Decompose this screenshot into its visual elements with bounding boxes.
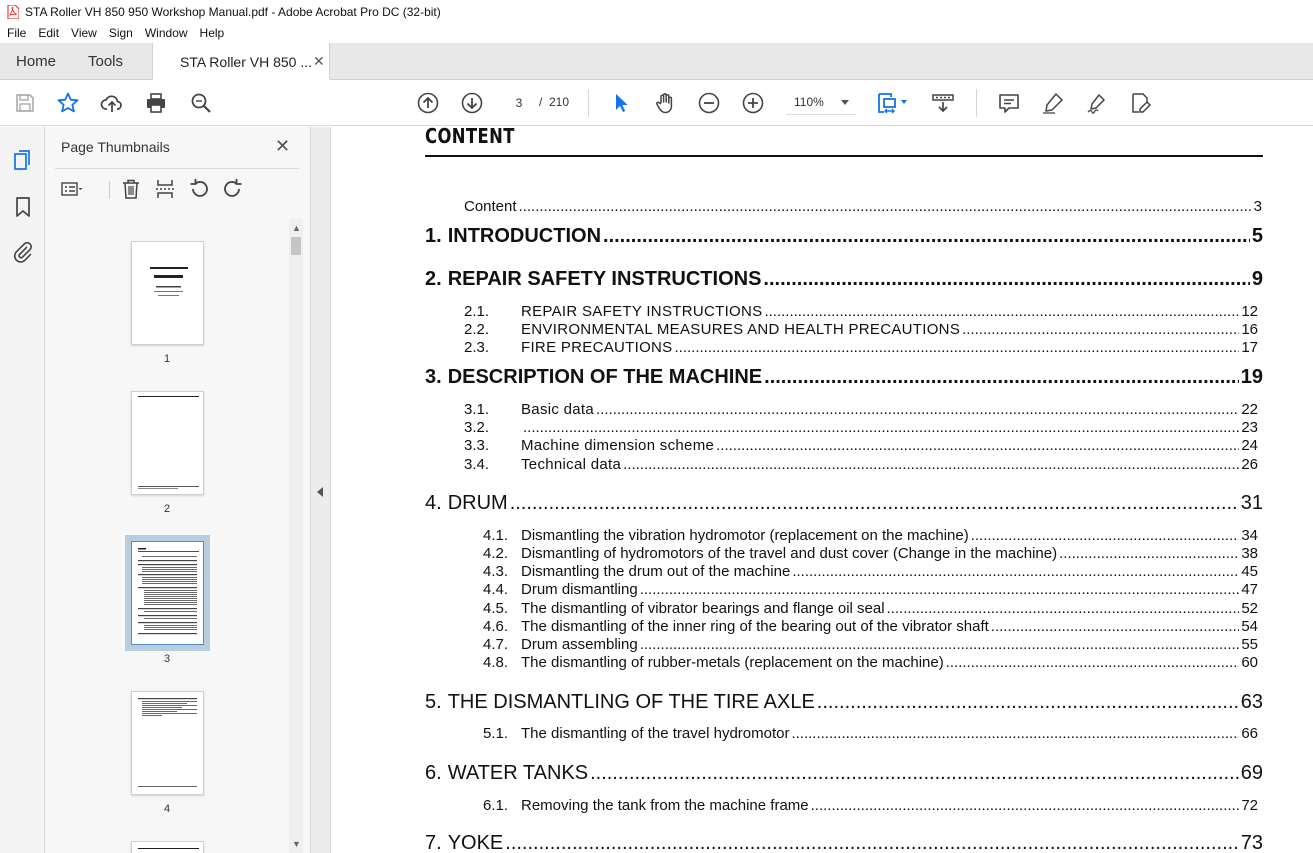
- toc-number: 4.7.: [483, 636, 509, 653]
- toc-leader: [640, 636, 1240, 653]
- toc-number: 1.: [425, 225, 442, 247]
- title-bar: [0, 0, 1313, 23]
- toc-leader: [792, 563, 1239, 580]
- toc-title: DESCRIPTION OF THE MACHINE: [447, 366, 763, 388]
- collapse-left-icon: [317, 487, 323, 497]
- toolbar-divider: [588, 89, 589, 117]
- window-title: STA Roller VH 850 950 Workshop Manual.pdf - Adobe Acrobat Pro DC (32-bit): [25, 4, 441, 19]
- comment-icon[interactable]: [997, 91, 1021, 115]
- toc-entry[interactable]: [425, 492, 1263, 515]
- thumbnail-tools: [45, 175, 311, 203]
- highlight-icon[interactable]: [1041, 91, 1065, 115]
- main-toolbar: [0, 81, 1313, 126]
- page-heading: CONTENT: [425, 127, 515, 148]
- rotate-left-icon[interactable]: [187, 177, 211, 201]
- toc-leader: [887, 600, 1240, 617]
- toc-page-number: 66: [1241, 725, 1258, 742]
- toc-page-number: 16: [1241, 321, 1258, 338]
- toc-page-number: 31: [1240, 492, 1263, 514]
- toc-title: Dismantling of hydromotors of the travel and dust cover (Change in the machine): [521, 545, 1058, 562]
- toc-entry[interactable]: [483, 600, 1258, 617]
- toc-title: WATER TANKS: [447, 762, 589, 784]
- toc-page-number: 52: [1241, 600, 1258, 617]
- toc-entry[interactable]: [464, 456, 1258, 473]
- prev-page-icon[interactable]: [416, 91, 440, 115]
- toc-page-number: 45: [1241, 563, 1258, 580]
- toc-entry[interactable]: [483, 636, 1258, 653]
- toc-entry[interactable]: [464, 303, 1258, 320]
- toc-number: 4.5.: [483, 600, 509, 617]
- toc-page-number: 38: [1241, 545, 1258, 562]
- toc-leader: [764, 303, 1239, 320]
- toc-leader: [523, 419, 1239, 436]
- navigation-rail: [0, 127, 45, 853]
- select-cursor-icon[interactable]: [609, 91, 633, 115]
- toc-leader: [505, 832, 1238, 853]
- toc-page-number: 22: [1241, 401, 1258, 418]
- page-thumbnail-2[interactable]: [131, 391, 204, 495]
- tab-bar: [0, 43, 1313, 80]
- close-panel-icon[interactable]: ✕: [275, 136, 291, 156]
- divider: [55, 168, 299, 169]
- toc-number: 4.2.: [483, 545, 509, 562]
- page-1-preview: [132, 242, 204, 345]
- toolbar-divider: [976, 89, 977, 117]
- toc-title: The dismantling of the travel hydromotor: [521, 725, 790, 742]
- toc-entry[interactable]: [464, 437, 1258, 454]
- toc-page-number: 12: [1241, 303, 1258, 320]
- toc-entry[interactable]: [464, 321, 1258, 338]
- options-menu-icon[interactable]: [59, 177, 83, 201]
- fit-page-chevron-icon[interactable]: [901, 100, 907, 104]
- toc-title: Dismantling the vibration hydromotor (replacement on the machine): [521, 527, 969, 544]
- acrobat-logo-icon: [7, 5, 19, 19]
- page-thumbnails-panel: [45, 127, 311, 853]
- toc-number: 6.1.: [483, 797, 509, 814]
- toc-entry[interactable]: [425, 366, 1263, 389]
- toc-entry[interactable]: [464, 419, 1258, 436]
- toc-leader: [962, 321, 1239, 338]
- toc-page-number: 72: [1241, 797, 1258, 814]
- bookmark-star-icon[interactable]: [56, 91, 80, 115]
- toc-title: Technical data: [521, 456, 622, 473]
- menu-help[interactable]: Help: [199, 26, 225, 40]
- toc-title: Drum dismantling: [521, 581, 638, 598]
- close-tab-icon[interactable]: ✕: [313, 53, 325, 69]
- toc-page-number: 73: [1240, 832, 1263, 853]
- toc-number: 3.1.: [464, 401, 490, 418]
- page-thumbnail-1[interactable]: [131, 241, 204, 345]
- toc-number: 4.6.: [483, 618, 509, 635]
- page-4-preview: [132, 692, 204, 795]
- menu-window[interactable]: Window: [144, 26, 188, 40]
- toc-entry[interactable]: [425, 691, 1263, 714]
- toc-leader: [603, 225, 1250, 248]
- toc-title: YOKE: [447, 832, 504, 853]
- toc-title: Removing the tank from the machine frame: [521, 797, 809, 814]
- toc-leader: [946, 654, 1240, 671]
- save-icon[interactable]: [13, 91, 37, 115]
- toc-leader: [763, 268, 1249, 291]
- sign-icon[interactable]: [1085, 91, 1109, 115]
- zoom-in-icon[interactable]: [741, 91, 765, 115]
- toc-title: INTRODUCTION: [447, 225, 602, 247]
- toc-entry[interactable]: [464, 198, 1262, 215]
- page-thumbnail-5[interactable]: [131, 841, 204, 853]
- toc-number: 4.4.: [483, 581, 509, 598]
- menu-edit[interactable]: Edit: [38, 26, 60, 40]
- page-thumbnail-4[interactable]: [131, 691, 204, 795]
- toc-leader: [640, 581, 1240, 598]
- toc-page-number: 24: [1241, 437, 1258, 454]
- toc-page-number: 55: [1241, 636, 1258, 653]
- page-2-preview: [132, 392, 204, 495]
- toc-page-number: 3: [1253, 198, 1262, 215]
- toc-leader: [991, 618, 1240, 635]
- toc-title: Drum assembling: [521, 636, 638, 653]
- toc-leader: [971, 527, 1240, 544]
- toc-number: 6.: [425, 762, 442, 784]
- print-icon[interactable]: [144, 91, 168, 115]
- menu-view[interactable]: View: [71, 26, 97, 40]
- toc-leader: [817, 691, 1239, 714]
- tab-document[interactable]: [152, 43, 330, 80]
- toc-title: Dismantling the drum out of the machine: [521, 563, 791, 580]
- toc-leader: [674, 339, 1239, 356]
- page-number-input[interactable]: [505, 91, 533, 115]
- toc-entry[interactable]: [425, 225, 1263, 248]
- rotate-right-icon[interactable]: [221, 177, 245, 201]
- menu-bar: [0, 23, 1313, 43]
- toc-leader: [623, 456, 1239, 473]
- edit-pdf-icon[interactable]: [1129, 91, 1153, 115]
- toc-entry[interactable]: [483, 797, 1258, 814]
- toc-page-number: 17: [1241, 339, 1258, 356]
- toc-number: 3.2.: [464, 419, 490, 436]
- delete-page-icon[interactable]: [119, 177, 143, 201]
- menu-file[interactable]: File: [7, 26, 27, 40]
- toc-page-number: 47: [1241, 581, 1258, 598]
- tab-home[interactable]: Home: [16, 53, 57, 70]
- toc-number: 7.: [425, 832, 442, 853]
- toc-page-number: 54: [1241, 618, 1258, 635]
- toc-number: 4.1.: [483, 527, 509, 544]
- bookmarks-icon[interactable]: [11, 195, 35, 219]
- toc-number: 3.3.: [464, 437, 490, 454]
- document-view[interactable]: [332, 127, 1313, 853]
- toc-number: 3.: [425, 366, 442, 388]
- toc-page-number: 69: [1240, 762, 1263, 784]
- toc-title: DRUM: [447, 492, 508, 514]
- toc-page-number: 5: [1251, 225, 1263, 247]
- toc-leader: [791, 725, 1239, 742]
- toc-title: The dismantling of vibrator bearings and flange oil seal: [521, 600, 885, 617]
- chevron-down-icon: [841, 100, 849, 105]
- toc-title: The dismantling of the inner ring of the bearing out of the vibrator shaft: [521, 618, 989, 635]
- page-3-preview: [132, 542, 204, 645]
- upload-icon[interactable]: [100, 91, 124, 115]
- attachments-icon[interactable]: [11, 240, 35, 264]
- tools-divider: [109, 181, 110, 199]
- toc-number: 2.3.: [464, 339, 490, 356]
- menu-sign[interactable]: Sign: [108, 26, 133, 40]
- toc-number: 5.1.: [483, 725, 509, 742]
- heading-rule: [425, 155, 1263, 157]
- fit-page-icon[interactable]: [876, 91, 900, 115]
- toc-page-number: 23: [1241, 419, 1258, 436]
- toc-leader: [590, 762, 1239, 785]
- toc-entry[interactable]: [425, 832, 1263, 853]
- toc-number: 2.: [425, 268, 442, 290]
- toc-title: THE DISMANTLING OF THE TIRE AXLE: [447, 691, 815, 713]
- pdf-page: [332, 127, 1313, 853]
- toc-page-number: 9: [1251, 268, 1263, 290]
- page-5-preview: [132, 843, 204, 853]
- scroll-mode-icon[interactable]: [931, 91, 955, 115]
- scroll-up-icon[interactable]: ▲: [292, 223, 301, 233]
- toc-title: REPAIR SAFETY INSTRUCTIONS: [447, 268, 762, 290]
- scrollbar-thumb[interactable]: [291, 237, 301, 255]
- zoom-out-icon[interactable]: [697, 91, 721, 115]
- thumbnail-label: 3: [163, 653, 171, 665]
- page-thumbnail-3[interactable]: [131, 541, 204, 645]
- toc-entry[interactable]: [464, 339, 1258, 356]
- toc-number: 3.4.: [464, 456, 490, 473]
- toc-entry[interactable]: [483, 545, 1258, 562]
- page-thumbnails-icon[interactable]: [11, 148, 35, 172]
- toc-title: Basic data: [521, 401, 595, 418]
- thumbnail-label: 1: [163, 353, 171, 365]
- toc-entry[interactable]: [425, 762, 1263, 785]
- toc-number: 2.1.: [464, 303, 490, 320]
- toc-title: ENVIRONMENTAL MEASURES AND HEALTH PRECAUTIONS: [521, 321, 961, 338]
- next-page-icon[interactable]: [460, 91, 484, 115]
- zoom-value: 110%: [794, 95, 824, 109]
- toc-leader: [716, 437, 1239, 454]
- toc-number: 4.8.: [483, 654, 509, 671]
- toc-page-number: 26: [1241, 456, 1258, 473]
- toc-entry[interactable]: [425, 268, 1263, 291]
- toc-page-number: 60: [1241, 654, 1258, 671]
- tab-tools[interactable]: Tools: [88, 53, 124, 70]
- zoom-dropdown[interactable]: [786, 91, 856, 115]
- hand-icon[interactable]: [653, 91, 677, 115]
- panel-collapse-handle[interactable]: [311, 127, 331, 853]
- toc-leader: [596, 401, 1239, 418]
- thumbnail-scrollbar[interactable]: [289, 219, 303, 853]
- extract-page-icon[interactable]: [153, 177, 177, 201]
- toc-number: 5.: [425, 691, 442, 713]
- toc-leader: [519, 198, 1252, 215]
- toc-entry[interactable]: [483, 618, 1258, 635]
- scroll-down-icon[interactable]: ▼: [292, 839, 301, 849]
- toc-entry[interactable]: [464, 401, 1258, 418]
- toc-number: 4.: [425, 492, 442, 514]
- toc-entry[interactable]: [483, 725, 1258, 742]
- toc-number: 4.3.: [483, 563, 509, 580]
- toc-page-number: 63: [1240, 691, 1263, 713]
- toc-number: 2.2.: [464, 321, 490, 338]
- find-icon[interactable]: [189, 91, 213, 115]
- toc-title: REPAIR SAFETY INSTRUCTIONS: [521, 303, 763, 320]
- panel-title: Page Thumbnails: [61, 139, 170, 155]
- thumbnail-label: 2: [163, 503, 171, 515]
- toc-leader: [1059, 545, 1239, 562]
- toc-entry[interactable]: [483, 527, 1258, 544]
- toc-leader: [510, 492, 1239, 515]
- toc-title: Machine dimension scheme: [521, 437, 715, 454]
- total-pages: 210: [549, 95, 570, 109]
- document-tab-label: STA Roller VH 850 ...: [180, 54, 313, 70]
- toc-title: The dismantling of rubber-metals (replacement on the machine): [521, 654, 944, 671]
- toc-entry[interactable]: [483, 581, 1258, 598]
- toc-entry[interactable]: [483, 654, 1258, 671]
- toc-title: Content: [464, 198, 517, 215]
- toc-title: FIRE PRECAUTIONS: [521, 339, 673, 356]
- toc-page-number: 19: [1240, 366, 1263, 388]
- thumbnail-label: 4: [163, 803, 171, 815]
- toc-leader: [764, 366, 1239, 389]
- toc-page-number: 34: [1241, 527, 1258, 544]
- toc-entry[interactable]: [483, 563, 1258, 580]
- page-separator: /: [539, 95, 543, 109]
- toc-leader: [811, 797, 1240, 814]
